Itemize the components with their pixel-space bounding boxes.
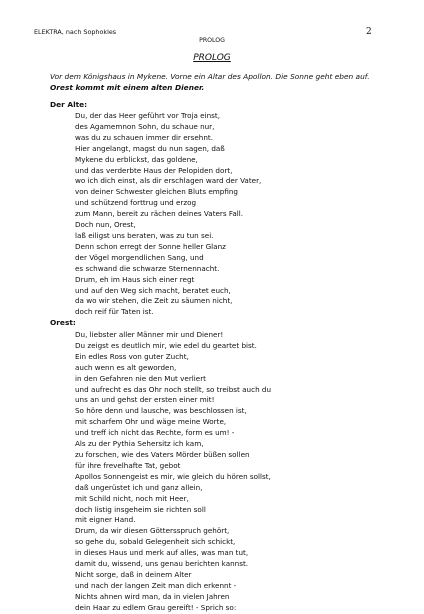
verse-line: laß eiligst uns beraten, was zu tun sei.: [75, 230, 214, 240]
verse-line: Du, der das Heer geführt vor Troja einst,: [75, 111, 220, 120]
verse-line: zum Mann, bereit zu rächen deines Vaters Fall.: [75, 209, 244, 219]
verse-line: Du, liebster aller Männer mir und Diener!: [75, 330, 224, 339]
verse-line: und treff ich nicht das Rechte, form es um! -: [75, 428, 235, 438]
verse-line: zu forschen, wie des Vaters Mörder büßen sollen: [75, 449, 250, 459]
verse-line: Drum, eh im Haus sich einer regt: [75, 274, 195, 284]
verse-line: und nach der langen Zeit man dich erkennt -: [75, 580, 237, 590]
verse-line: Doch nun, Orest,: [75, 220, 136, 230]
verse-line: mit eigner Hand.: [75, 515, 136, 525]
verse-line: Apollos Sonnengeist es mir, wie gleich du hören sollst,: [75, 471, 271, 481]
verse-line: Ein edles Ross von guter Zucht,: [75, 351, 189, 361]
verse-line: der Vögel morgendlichen Sang, und: [75, 252, 204, 262]
verse-line: Du zeigst es deutlich mir, wie edel du geartet bist.: [75, 340, 257, 350]
speaker-label: Orest:: [50, 318, 76, 327]
verse-line: damit du, wissend, uns genau berichten kannst.: [75, 559, 249, 569]
verse-line: so gehe du, sobald Gelegenheit sich schickt,: [75, 537, 236, 547]
verse-line: dein Haar zu edlem Grau gereift! - Sprich so:: [75, 602, 237, 612]
verse-line: und das verderbte Haus der Pelopiden dort,: [75, 165, 233, 175]
verse-line: Nichts ahnen wird man, da in vielen Jahren: [75, 591, 230, 601]
speech-verse: [75, 330, 395, 614]
verse-line: Denn schon erregt der Sonne heller Glanz: [75, 241, 226, 251]
verse-line: und schützend forttrug und erzog: [75, 198, 197, 208]
verse-line: Drum, da wir diesen Göttersspruch gehört,: [75, 526, 230, 536]
verse-line: in den Gefahren nie den Mut verliert: [75, 373, 206, 383]
verse-line: es schwand die schwarze Sternennacht.: [75, 263, 220, 273]
verse-line: in dieses Haus und merk auf alles, was man tut,: [75, 548, 249, 558]
verse-line: So höre denn und lausche, was beschlossen ist,: [75, 406, 247, 416]
stage-direction-line: Orest kommt mit einem alten Diener.: [50, 82, 205, 92]
speaker-label: Der Alte:: [50, 100, 88, 109]
verse-line: Als zu der Pythia Sehersitz ich kam,: [75, 439, 204, 449]
verse-line: und auf den Weg sich macht, beratet euch,: [75, 285, 231, 295]
verse-line: des Agamemnon Sohn, du schaue nur,: [75, 121, 215, 131]
speech-verse: [75, 111, 395, 318]
verse-line: auch wenn es alt geworden,: [75, 362, 177, 372]
running-header-center: PROLOG: [199, 37, 225, 44]
verse-line: mit scharfem Ohr und wäge meine Worte,: [75, 417, 227, 427]
verse-line: von deiner Schwester gleichen Bluts empfing: [75, 187, 238, 197]
section-title: PROLOG: [193, 53, 231, 63]
verse-line: für ihre frevelhafte Tat, gebot: [75, 460, 181, 470]
verse-line: doch listig insgeheim sie richten soll: [75, 504, 206, 514]
verse-line: uns an und gehst der ersten einer mit!: [75, 395, 215, 405]
verse-line: Mykene du erblickst, das goldene,: [75, 154, 198, 164]
verse-line: mit Schild nicht, noch mit Heer,: [75, 493, 189, 503]
page-number: 2: [366, 27, 372, 37]
verse-line: daß ungerüstet ich und ganz allein,: [75, 482, 203, 492]
verse-line: wo ich dich einst, als dir erschlagen ward der Vater,: [75, 176, 262, 186]
stage-direction: [50, 72, 390, 93]
stage-direction-line: Vor dem Königshaus in Mykene. Vorne ein Altar des Apollon. Die Sonne geht eben auf.: [50, 72, 370, 81]
verse-line: was du zu schauen immer dir ersehnt.: [75, 132, 214, 142]
verse-line: und aufrecht es das Ohr noch stellt, so treibst auch du: [75, 384, 272, 394]
verse-line: Hier angelangt, magst du nun sagen, daß: [75, 143, 225, 153]
verse-line: doch reif für Taten ist.: [75, 307, 154, 317]
verse-line: da wo wir stehen, die Zeit zu säumen nicht,: [75, 296, 233, 306]
verse-line: Nicht sorge, daß in deinem Alter: [75, 569, 192, 579]
running-header-left: ELEKTRA, nach Sophokles: [34, 28, 117, 36]
